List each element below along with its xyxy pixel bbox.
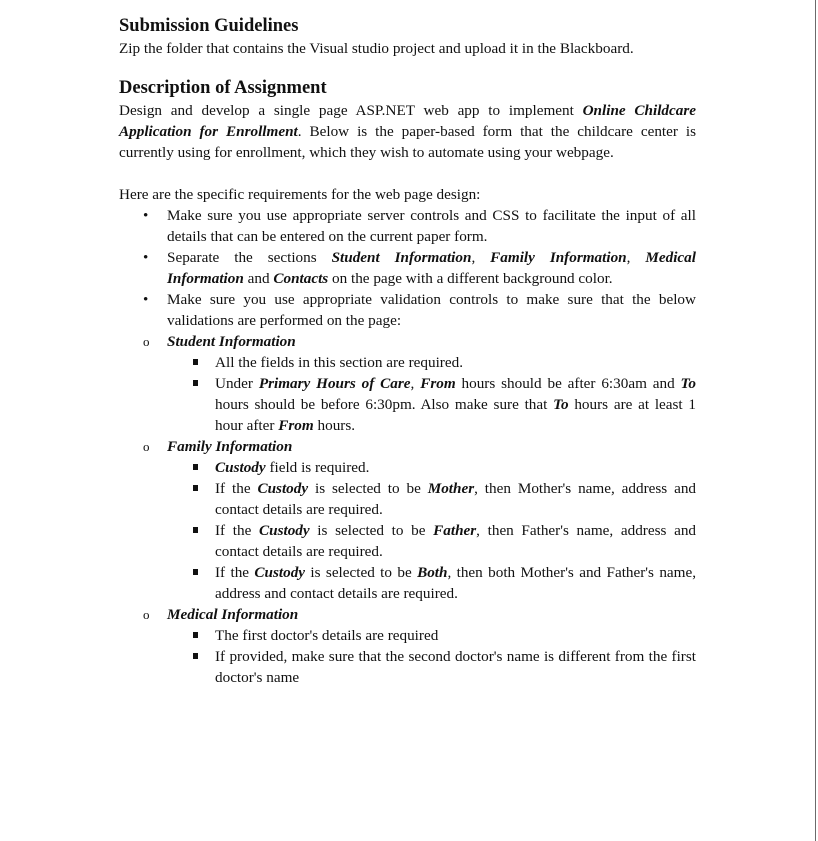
section-family: o Family Information bbox=[143, 438, 293, 455]
validation-sections bbox=[71, 331, 696, 688]
section-student: o Student Information bbox=[143, 333, 296, 350]
bullet-icon: • bbox=[143, 207, 149, 224]
bullet-icon: • bbox=[143, 291, 149, 308]
list-item: • Make sure you use appropriate server controls and CSS to facilitate the input of all details that can be entered on the current paper form. bbox=[143, 207, 696, 245]
page-edge bbox=[815, 0, 816, 841]
square-bullet-icon bbox=[193, 653, 198, 659]
list-item: If the Custody is selected to be Father, then Father's name, address and contact details are required. bbox=[71, 520, 696, 562]
app-title: Online Childcare Application for Enrollment bbox=[119, 102, 697, 140]
circle-bullet-icon: o bbox=[143, 334, 150, 349]
description-heading: Description of Assignment bbox=[119, 78, 327, 98]
list-item: • Separate the sections Student Information, Family Information, Medical Information and Contacts on the page with a different background color. bbox=[143, 249, 696, 287]
list-item: If provided, make sure that the second doctor's name is different from the first doctor's name bbox=[71, 646, 696, 688]
bullet-icon: • bbox=[143, 249, 149, 266]
circle-bullet-icon: o bbox=[143, 607, 150, 622]
list-item: Under Primary Hours of Care, From hours should be after 6:30am and To hours should be before 6:30pm. Also make sure that To hours are at least 1 hour after From hours. bbox=[71, 373, 696, 436]
description-paragraph: Design and develop a single page ASP.NET web app to implement Online Childcare Application for Enrollment. Below is the paper-based form that the childcare center is currently using for enrollment, which they wish to automate using your webpage. bbox=[119, 102, 697, 161]
circle-bullet-icon: o bbox=[143, 439, 150, 454]
requirements-intro: Here are the specific requirements for the web page design: bbox=[119, 186, 481, 203]
requirements-list bbox=[119, 205, 696, 331]
list-item: Custody field is required. bbox=[71, 457, 696, 478]
section-medical: o Medical Information bbox=[143, 606, 299, 623]
square-bullet-icon bbox=[193, 527, 198, 533]
submission-heading: Submission Guidelines bbox=[119, 16, 299, 36]
square-bullet-icon bbox=[193, 485, 198, 491]
square-bullet-icon bbox=[193, 359, 198, 365]
submission-text: Zip the folder that contains the Visual studio project and upload it in the Blackboard. bbox=[119, 40, 634, 57]
square-bullet-icon bbox=[193, 464, 198, 470]
square-bullet-icon bbox=[193, 569, 198, 575]
square-bullet-icon bbox=[193, 632, 198, 638]
list-item: If the Custody is selected to be Mother, then Mother's name, address and contact details are required. bbox=[71, 478, 696, 520]
square-bullet-icon bbox=[193, 380, 198, 386]
list-item: All the fields in this section are required. bbox=[71, 352, 696, 373]
list-item: If the Custody is selected to be Both, then both Mother's and Father's name, address and contact details are required. bbox=[71, 562, 696, 604]
document-page bbox=[119, 14, 696, 688]
list-item: The first doctor's details are required bbox=[71, 625, 696, 646]
list-item: • Make sure you use appropriate validation controls to make sure that the below validations are performed on the page: bbox=[143, 291, 696, 329]
